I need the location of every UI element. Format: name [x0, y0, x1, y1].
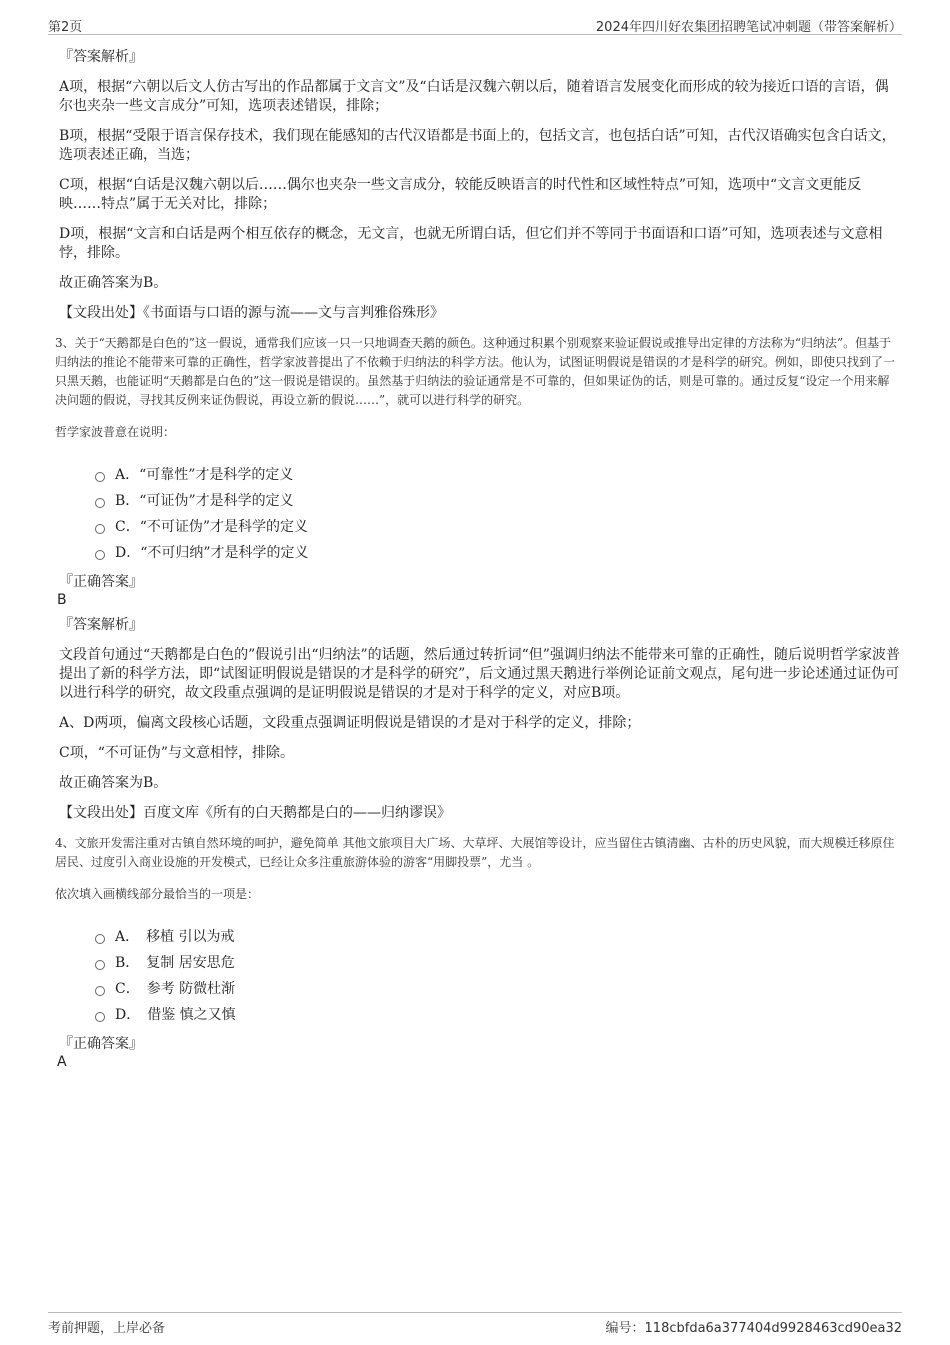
- radio-icon[interactable]: [95, 960, 105, 970]
- document-id: 编号：118cbfda6a377404d9928463cd90ea32: [605, 1321, 902, 1336]
- q3-options: [95, 462, 900, 566]
- q4-prompt: 依次填入画横线部分最恰当的一项是：: [55, 887, 260, 901]
- q2-analysis-b: B项，根据“受限于语言保存技术，我们现在能感知的古代汉语都是书面上的，包括文言，也包括白话”可知，古代汉语确实包含白话文，选项表述正确，当选；: [59, 128, 896, 163]
- radio-icon[interactable]: [95, 524, 105, 534]
- q4-correct-answer: A: [57, 1054, 67, 1070]
- q3-analysis-3: C项，“不可证伪”与文意相悖，排除。: [59, 745, 295, 761]
- q2-source: 【文段出处】《书面语与口语的源与流——文与言判雅俗殊形》: [59, 305, 444, 321]
- q4-options: [95, 924, 900, 1028]
- q3-option-c[interactable]: C．“不可证伪”才是科学的定义: [95, 514, 900, 540]
- q4-option-c[interactable]: C． 参考 防微杜渐: [95, 976, 900, 1002]
- radio-icon[interactable]: [95, 986, 105, 996]
- radio-icon[interactable]: [95, 934, 105, 944]
- q3-correct-label: 『正确答案』: [59, 574, 143, 590]
- radio-icon[interactable]: [95, 1012, 105, 1022]
- q4-question: 4、文旅开发需注重对古镇自然环境的呵护，避免简单 其他文旅项目大广场、大草坪、大展馆等设计，应当留住古镇清幽、古朴的历史风貌，而大规模迁移原住居民、过度引入商业设施的开发模式，已经让众多注重旅游体验的游客“用脚投票”，尤当 。: [55, 836, 895, 869]
- q3-option-b[interactable]: B．“可证伪”才是科学的定义: [95, 488, 900, 514]
- footer-slogan: 考前押题，上岸必备: [48, 1321, 166, 1336]
- q3-correct-answer: B: [57, 592, 67, 608]
- q4-option-b[interactable]: B． 复制 居安思危: [95, 950, 900, 976]
- page-header: [48, 14, 902, 35]
- q3-analysis-1: 文段首句通过“天鹅都是白色的”假说引出“归纳法”的话题，然后通过转折词“但”强调归纳法不能带来可靠的正确性，随后说明哲学家波普提出了新的科学方法，即“试图证明假说是错误的才是科学的研究”，后文通过黑天鹅进行举例论证前文观点，尾句进一步论述通过证伪可以进行科学的研究，故文段重点强调的是证明假说是错误的才是对于科学的定义，对应B项。: [59, 647, 900, 701]
- q3-option-d[interactable]: D．“不可归纳”才是科学的定义: [95, 540, 900, 566]
- q2-analysis-d: D项，根据“文言和白话是两个相互依存的概念，无文言，也就无所谓白话，但它们并不等同于书面语和口语”可知，选项表述与文意相悖，排除。: [59, 226, 883, 261]
- q3-source: 【文段出处】百度文库《所有的白天鹅都是白的——归纳谬误》: [59, 805, 451, 821]
- q3-conclusion: 故正确答案为B。: [59, 775, 168, 791]
- main-content: [55, 48, 900, 1078]
- q3-option-a[interactable]: A．“可靠性”才是科学的定义: [95, 462, 900, 488]
- q3-analysis-label: 『答案解析』: [59, 617, 143, 633]
- radio-icon[interactable]: [95, 472, 105, 482]
- q4-correct-label: 『正确答案』: [59, 1036, 143, 1052]
- q2-analysis-a: A项，根据“六朝以后文人仿古写出的作品都属于文言文”及“白话是汉魏六朝以后，随着语言发展变化而形成的较为接近口语的言语，偶尔也夹杂一些文言成分”可知，选项表述错误，排除；: [59, 79, 889, 114]
- q2-analysis-c: C项，根据“白话是汉魏六朝以后……偶尔也夹杂一些文言成分，较能反映语言的时代性和区域性特点”可知，选项中“文言文更能反映……特点”属于无关对比，排除；: [59, 177, 862, 212]
- page-number: 第2页: [48, 20, 83, 35]
- radio-icon[interactable]: [95, 550, 105, 560]
- q3-analysis-2: A、D两项，偏离文段核心话题，文段重点强调证明假说是错误的才是对于科学的定义，排除；: [59, 715, 641, 731]
- q3-prompt: 哲学家波普意在说明：: [55, 425, 176, 439]
- q2-conclusion: 故正确答案为B。: [59, 275, 168, 291]
- q4-option-d[interactable]: D． 借鉴 慎之又慎: [95, 1002, 900, 1028]
- page-footer: [48, 1312, 902, 1336]
- radio-icon[interactable]: [95, 498, 105, 508]
- q3-question: 3、关于“天鹅都是白色的”这一假说，通常我们应该一只一只地调查天鹅的颜色。这种通过积累个别观察来验证假说或推导出定律的方法称为“归纳法”。但基于归纳法的推论不能带来可靠的正确性，哲学家波普提出了不依赖于归纳法的科学方法。他认为，试图证明假说是错误的才是科学的研究。例如，即使只找到了一只黑天鹅，也能证明“天鹅都是白色的”这一假说是错误的。虽然基于归纳法的验证通常是不可靠的，但如果证伪的话，则是可靠的。通过反复“设定一个用来解决问题的假说，寻找其反例来证伪假说，再设立新的假说……”，就可以进行科学的研究。: [55, 336, 896, 407]
- q4-option-a[interactable]: A． 移植 引以为戒: [95, 924, 900, 950]
- document-title: 2024年四川好农集团招聘笔试冲刺题（带答案解析）: [595, 20, 902, 35]
- q2-analysis-label: 『答案解析』: [59, 49, 143, 65]
